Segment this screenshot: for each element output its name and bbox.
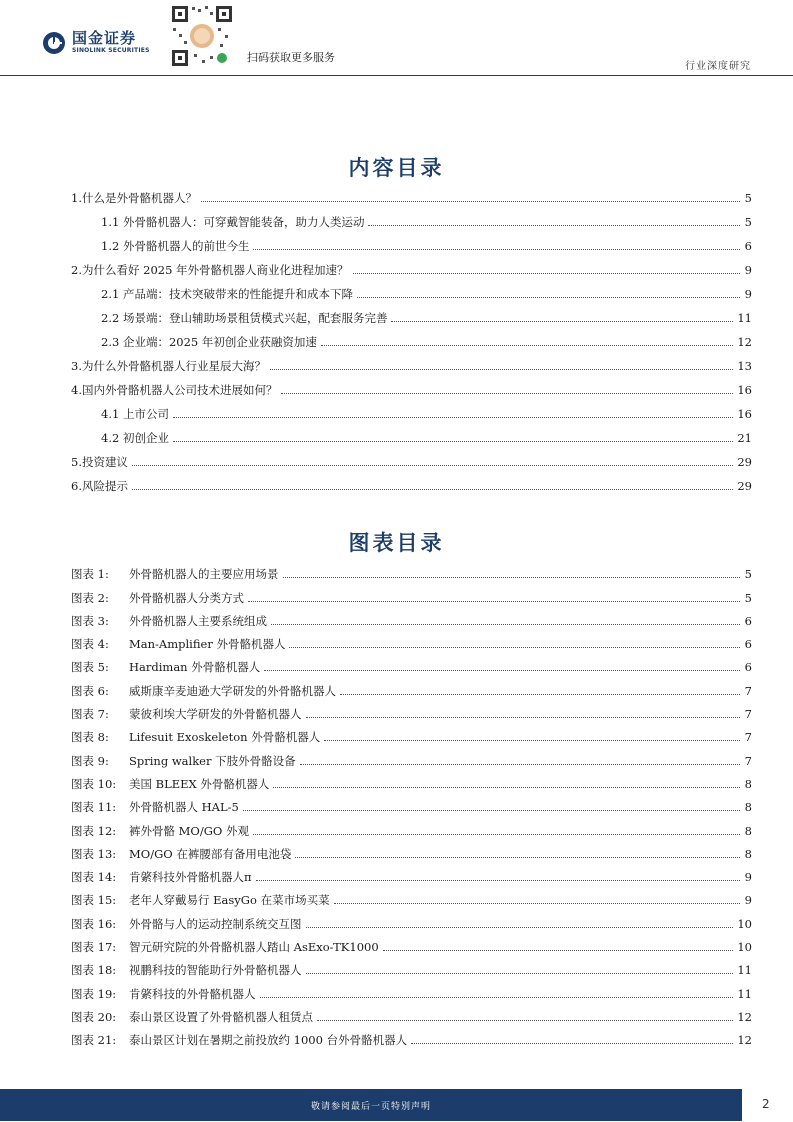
figure-leader-dots [248, 601, 740, 602]
figure-label: 图表 20: [71, 1009, 117, 1024]
figure-entry-page: 12 [737, 1033, 752, 1048]
toc-entry-text: 3.为什么外骨骼机器人行业星辰大海？ [71, 359, 266, 373]
toc-entry-page: 5 [744, 215, 752, 229]
toc-leader-dots [270, 369, 733, 370]
toc-entry[interactable] [71, 279, 752, 303]
figure-leader-dots [283, 577, 741, 578]
toc-leader-dots [132, 465, 733, 466]
toc-entry-text: 2.2 场景端：登山辅助场景租赁模式兴起，配套服务完善 [101, 311, 388, 325]
toc-entry-text: 5.投资建议 [71, 455, 128, 469]
logo-mark-icon [42, 31, 66, 55]
toc-leader-dots [132, 489, 733, 490]
figure-entry-page: 7 [744, 753, 752, 768]
toc-entry-text: 2.1 产品端：技术突破带来的性能提升和成本下降 [101, 287, 353, 301]
figure-label: 图表 1: [71, 567, 109, 582]
toc-leader-dots [321, 345, 733, 346]
toc-leader-dots [357, 297, 740, 298]
toc-entry[interactable] [71, 207, 752, 231]
footer-bar [0, 1089, 742, 1121]
toc-entry[interactable] [71, 471, 752, 495]
figure-leader-dots [260, 997, 734, 998]
figure-entry-page: 8 [744, 823, 752, 838]
figure-entry[interactable] [71, 1003, 752, 1026]
figure-entry-page: 8 [744, 846, 752, 861]
toc-entry-text: 2.3 企业端：2025 年初创企业获融资加速 [101, 335, 317, 349]
figure-leader-dots [273, 787, 740, 788]
figure-entry-text: MO/GO 在裤腰部有备用电池袋 [129, 846, 292, 861]
figure-entry-text: 老年人穿戴易行 EasyGo 在菜市场买菜 [129, 893, 330, 908]
toc-entry-page: 12 [737, 335, 752, 349]
figure-label: 图表 6: [71, 683, 109, 698]
toc-entry-page: 16 [737, 383, 752, 397]
figure-entry-page: 7 [744, 730, 752, 745]
toc-entry[interactable] [71, 423, 752, 447]
figure-entry[interactable] [71, 746, 752, 769]
figure-label: 图表 17: [71, 940, 117, 955]
figure-leader-dots [340, 694, 740, 695]
figure-leader-dots [253, 834, 740, 835]
figure-entry-page: 10 [737, 916, 752, 931]
toc-entry[interactable] [71, 399, 752, 423]
figure-label: 图表 12: [71, 823, 117, 838]
figure-entry-text: 外骨骼机器人主要系统组成 [129, 613, 267, 628]
toc-entry[interactable] [71, 375, 752, 399]
figure-entry[interactable] [71, 676, 752, 699]
toc-entry-page: 29 [737, 479, 752, 493]
toc-entry-text: 1.2 外骨骼机器人的前世今生 [101, 239, 250, 253]
toc-entry-text: 4.2 初创企业 [101, 431, 169, 445]
figure-entry[interactable] [71, 816, 752, 839]
figure-label: 图表 15: [71, 893, 117, 908]
toc-entry-page: 21 [737, 431, 752, 445]
toc-entry-page: 5 [744, 191, 752, 205]
figure-entry-page: 11 [737, 986, 752, 1001]
figure-entry-page: 8 [744, 776, 752, 791]
toc-leader-dots [353, 273, 740, 274]
toc-entry-text: 1.1 外骨骼机器人：可穿戴智能装备，助力人类运动 [101, 215, 365, 229]
figure-entry[interactable] [71, 793, 752, 816]
toc-entry[interactable] [71, 183, 752, 207]
toc-entry-text: 6.风险提示 [71, 479, 128, 493]
figure-entry-text: Hardiman 外骨骼机器人 [129, 660, 261, 675]
toc-entry-page: 9 [744, 287, 752, 301]
figure-entry-page: 8 [744, 800, 752, 815]
toc-entry-text: 4.1 上市公司 [101, 407, 169, 421]
toc-leader-dots [201, 201, 740, 202]
figure-label: 图表 14: [71, 870, 117, 885]
figure-entry-page: 5 [744, 567, 752, 582]
toc-entry-text: 4.国内外骨骼机器人公司技术进展如何？ [71, 383, 278, 397]
toc-entry[interactable] [71, 231, 752, 255]
toc-leader-dots [173, 417, 733, 418]
figure-entry[interactable] [71, 583, 752, 606]
figure-entry[interactable] [71, 863, 752, 886]
figure-leader-dots [317, 1020, 733, 1021]
figure-label: 图表 16: [71, 916, 117, 931]
report-type-label: 行业深度研究 [685, 61, 751, 72]
toc-entry-page: 11 [737, 311, 752, 325]
toc-leader-dots [253, 249, 740, 250]
logo-name-en: SINOLINK SECURITIES [72, 47, 150, 54]
toc-entry[interactable] [71, 255, 752, 279]
figure-entry[interactable] [71, 933, 752, 956]
figure-leader-dots [324, 740, 740, 741]
footer-disclaimer: 敬请参阅最后一页特别声明 [310, 1101, 431, 1112]
header-divider [0, 75, 793, 76]
figure-label: 图表 11: [71, 800, 117, 815]
figure-entry[interactable] [71, 1026, 752, 1049]
figure-entry-page: 10 [737, 940, 752, 955]
figure-entry-text: 肯綮科技外骨骼机器人π [129, 870, 252, 885]
figure-entry-page: 12 [737, 1009, 752, 1024]
figure-label: 图表 13: [71, 846, 117, 861]
figure-entry-text: 外骨骼机器人分类方式 [129, 590, 244, 605]
figure-entry-text: 蒙彼利埃大学研发的外骨骼机器人 [129, 707, 302, 722]
figure-entry-text: 裤外骨骼 MO/GO 外观 [129, 823, 250, 838]
figure-entry-text: 外骨骼机器人的主要应用场景 [129, 567, 279, 582]
toc-entry-text: 2.为什么看好 2025 年外骨骼机器人商业化进程加速？ [71, 263, 349, 277]
figure-entry[interactable] [71, 909, 752, 932]
figure-entry-text: 肯綮科技的外骨骼机器人 [129, 986, 256, 1001]
figure-entry-text: Spring walker 下肢外骨骼设备 [129, 753, 296, 768]
page-number: 2 [762, 1097, 770, 1111]
figure-leader-dots [264, 670, 740, 671]
figure-leader-dots [300, 764, 740, 765]
qr-code-icon [170, 4, 234, 68]
figure-leader-dots [306, 717, 741, 718]
figure-leader-dots [334, 903, 740, 904]
figure-entry[interactable] [71, 700, 752, 723]
toc-entry[interactable] [71, 327, 752, 351]
figure-label: 图表 19: [71, 986, 117, 1001]
figure-entry[interactable] [71, 723, 752, 746]
toc-entry-text: 1.什么是外骨骼机器人？ [71, 191, 197, 205]
figure-leader-dots [411, 1043, 733, 1044]
toc-entry-page: 9 [744, 263, 752, 277]
figure-entry[interactable] [71, 607, 752, 630]
figure-label: 图表 9: [71, 753, 109, 768]
figure-label: 图表 3: [71, 613, 109, 628]
figure-leader-dots [383, 950, 734, 951]
company-logo [42, 30, 150, 55]
figure-entry[interactable] [71, 770, 752, 793]
figure-entry[interactable] [71, 840, 752, 863]
figure-entry-page: 6 [744, 637, 752, 652]
figure-label: 图表 5: [71, 660, 109, 675]
figure-entry-text: Lifesuit Exoskeleton 外骨骼机器人 [129, 730, 321, 745]
toc-title: 内容目录 [348, 155, 445, 180]
figure-entry[interactable] [71, 956, 752, 979]
toc-entry-page: 29 [737, 455, 752, 469]
figure-label: 图表 8: [71, 730, 109, 745]
figure-leader-dots [243, 810, 740, 811]
figure-leader-dots [306, 973, 734, 974]
toc-leader-dots [173, 441, 733, 442]
figure-leader-dots [289, 647, 740, 648]
figure-entry[interactable] [71, 886, 752, 909]
toc-list [71, 183, 752, 495]
toc-entry-page: 6 [744, 239, 752, 253]
figure-entry[interactable] [71, 979, 752, 1002]
toc-entry[interactable] [71, 303, 752, 327]
figures-list [71, 560, 752, 1049]
figure-entry-page: 9 [744, 893, 752, 908]
figure-leader-dots [306, 927, 734, 928]
toc-entry[interactable] [71, 351, 752, 375]
figure-entry-page: 7 [744, 707, 752, 722]
figure-label: 图表 18: [71, 963, 117, 978]
toc-entry-page: 13 [737, 359, 752, 373]
figure-entry-text: Man-Amplifier 外骨骼机器人 [129, 637, 286, 652]
figure-entry-page: 7 [744, 683, 752, 698]
toc-entry-page: 16 [737, 407, 752, 421]
figure-entry-text: 视鹏科技的智能助行外骨骼机器人 [129, 963, 302, 978]
figure-entry-text: 外骨骼与人的运动控制系统交互图 [129, 916, 302, 931]
figure-label: 图表 10: [71, 776, 117, 791]
figure-entry-page: 6 [744, 613, 752, 628]
figure-entry[interactable] [71, 630, 752, 653]
logo-name-cn: 国金证券 [72, 29, 137, 47]
qr-caption: 扫码获取更多服务 [247, 51, 335, 64]
toc-leader-dots [391, 321, 733, 322]
figure-label: 图表 7: [71, 707, 109, 722]
toc-leader-dots [368, 225, 740, 226]
figure-entry-text: 泰山景区计划在暑期之前投放约 1000 台外骨骼机器人 [129, 1033, 408, 1048]
toc-leader-dots [281, 393, 733, 394]
figure-leader-dots [295, 857, 740, 858]
figure-entry-page: 5 [744, 590, 752, 605]
figure-entry[interactable] [71, 653, 752, 676]
toc-entry[interactable] [71, 447, 752, 471]
figure-label: 图表 21: [71, 1033, 117, 1048]
figure-entry-page: 9 [744, 870, 752, 885]
figure-leader-dots [256, 880, 740, 881]
figure-leader-dots [271, 624, 740, 625]
figure-label: 图表 2: [71, 590, 109, 605]
figures-title: 图表目录 [348, 530, 445, 555]
figure-entry-text: 威斯康辛麦迪逊大学研发的外骨骼机器人 [129, 683, 336, 698]
figure-entry-text: 美国 BLEEX 外骨骼机器人 [129, 776, 270, 791]
figure-entry-text: 智元研究院的外骨骼机器人踏山 AsExo-TK1000 [129, 940, 379, 955]
figure-entry-page: 6 [744, 660, 752, 675]
page-header [0, 0, 793, 76]
figure-entry-page: 11 [737, 963, 752, 978]
figure-entry[interactable] [71, 560, 752, 583]
figure-entry-text: 泰山景区设置了外骨骼机器人租赁点 [129, 1009, 313, 1024]
figure-entry-text: 外骨骼机器人 HAL-5 [129, 800, 239, 815]
figure-label: 图表 4: [71, 637, 109, 652]
